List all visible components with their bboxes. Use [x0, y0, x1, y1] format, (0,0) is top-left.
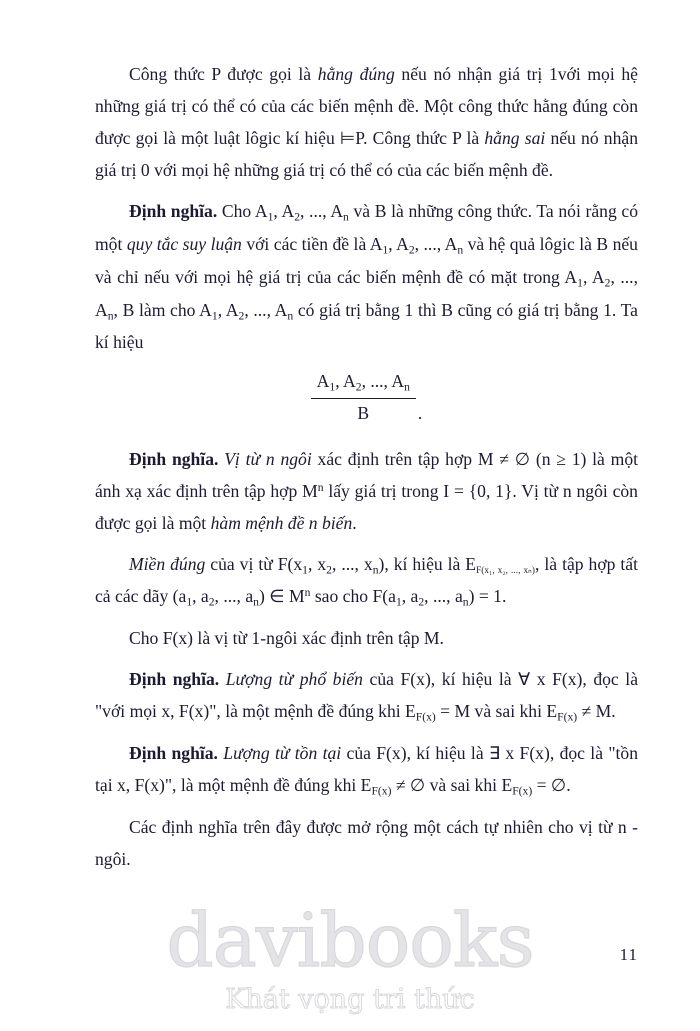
text-run: , A [335, 371, 356, 392]
subscript: 2 [208, 596, 215, 610]
text-run: , x [307, 553, 327, 574]
text-run: và B là những công thức. Ta nói rằng có một [95, 201, 638, 254]
subscript: 1 [329, 381, 336, 395]
paragraph-definition-universal-quantifier [95, 663, 638, 728]
watermark-main-text: davibooks [166, 898, 534, 984]
text-run: ) = 1. [468, 586, 507, 607]
text-run: , ..., A [300, 201, 344, 222]
subscript: 1 [577, 276, 583, 290]
fraction-numerator [311, 368, 416, 398]
text-run: xác định trên tập hợp M ≠ ∅ (n ≥ 1) là một ánh xạ xác định trên tập hợp M [95, 448, 638, 501]
subscript: 2 [326, 563, 332, 577]
text-run: , ..., A [414, 233, 458, 254]
text-run: . [352, 512, 357, 533]
subscript: 2 [418, 596, 425, 610]
subscript: 1 [186, 596, 193, 610]
text-run: nếu nó nhận giá trị 1với mọi hệ những giá trị có thể có của các biến mệnh đề. Một công thức hằng đúng còn được gọi là một luật lôgic kí hiệu ⊨P. Công thức P là [95, 64, 638, 149]
text-run: A [316, 371, 330, 392]
fraction-denominator: B [357, 402, 370, 423]
paragraph-formula-tautology [95, 58, 638, 186]
superscript: n [304, 586, 311, 600]
paragraph-truth-domain [95, 548, 638, 614]
subscript: 1 [211, 309, 218, 323]
text-run: = M và sai khi E [435, 701, 558, 722]
subscript: 1 [382, 243, 389, 257]
text-run: ) ∈ M [258, 586, 305, 607]
text-run: nếu nó nhận giá trị 0 với mọi hệ những giá trị có thể có của các biến mệnh đề. [95, 128, 638, 181]
definition-label: Định nghĩa. [129, 448, 219, 469]
subscript: F(x) [557, 710, 578, 724]
text-run: = ∅. [532, 775, 571, 796]
superscript: n [317, 480, 324, 494]
fraction-period: . [417, 402, 423, 423]
emphasis-mien-dung: Miền đúng [129, 553, 206, 574]
subscript: F(x) [512, 784, 533, 798]
text-run: của F(x), kí hiệu là ∃ x F(x), đọc là "tồn tại x, F(x)", là một mệnh đề đúng khi E [95, 743, 638, 796]
text-run: , A [273, 201, 295, 222]
text-run: , là tập hợp tất cả các dãy (a [95, 553, 638, 607]
subscript: n [343, 210, 349, 224]
page-body [95, 58, 638, 875]
text-run: với các tiền đề là A [241, 233, 383, 254]
text-run: , ..., A [244, 299, 288, 320]
emphasis-vi-tu-n-ngoi: Vị từ n ngôi [218, 448, 312, 469]
emphasis-hang-dung: hằng đúng [317, 64, 395, 84]
text-run: , A [582, 266, 605, 287]
subscript: n [253, 596, 259, 610]
text-run: Cho A [217, 201, 268, 222]
text-run: Công thức P được gọi là [129, 64, 318, 84]
emphasis-luong-tu-ton-tai: Lượng từ tồn tại [217, 743, 342, 764]
text-run: , ..., A [95, 266, 638, 320]
subscript: F(x) [371, 784, 392, 798]
text-run: ≠ ∅ và sai khi E [391, 775, 513, 796]
text-run: , ..., x [331, 553, 373, 574]
definition-label: Định nghĩa. [129, 201, 218, 222]
text-run: sao cho F(a [310, 586, 396, 607]
emphasis-luong-tu-pho-bien: Lượng từ phổ biến [219, 669, 363, 690]
subscript-truth-domain: F(x₁, x₂, ..., xₙ) [476, 564, 536, 575]
subscript: n [457, 243, 464, 257]
text-run: và hệ quả lôgic là B nếu và chỉ nếu với mọi hệ giá trị của các biến mệnh đề có mặt trong A [95, 233, 638, 287]
inference-rule-fraction [95, 368, 638, 428]
emphasis-hang-sai: hằng sai [484, 128, 546, 149]
paragraph-generalization: Các định nghĩa trên đây được mở rộng một cách tự nhiên cho vị từ n - ngôi. [95, 816, 638, 869]
text-run: , ..., a [214, 586, 254, 607]
page-number: 11 [619, 945, 638, 964]
subscript: 2 [294, 210, 301, 224]
paragraph-definition-inference-rule [95, 195, 638, 358]
paragraph-definition-predicate [95, 443, 638, 539]
watermark [0, 898, 700, 1015]
text-run: lấy giá trị trong I = {0, 1}. Vị từ n ngôi còn được gọi là một [95, 480, 638, 533]
subscript: n [404, 381, 410, 395]
text-run: của vị từ F(x [205, 553, 303, 574]
text-run: của F(x), kí hiệu là ∀ x F(x), đọc là "với mọi x, F(x)", là một mệnh đề đúng khi E [95, 669, 639, 722]
text-run: có giá trị bằng 1 thì B cũng có giá trị bằng 1. Ta kí hiệu [95, 299, 638, 353]
paragraph-definition-existential-quantifier [95, 737, 638, 802]
subscript: n [287, 309, 294, 323]
subscript: 2 [238, 309, 245, 323]
text-run: , ..., a [424, 586, 463, 607]
paragraph-unary-predicate: Cho F(x) là vị từ 1-ngôi xác định trên tập M. [129, 628, 444, 649]
text-run: , B làm cho A [113, 299, 212, 320]
subscript: 2 [604, 276, 611, 290]
watermark-sub-text: Khát vọng tri thức [225, 984, 475, 1015]
subscript: 1 [267, 210, 274, 224]
emphasis-quy-tac-suy-luan: quy tắc suy luận [126, 233, 242, 254]
subscript: 1 [395, 596, 402, 610]
definition-label: Định nghĩa. [129, 669, 220, 690]
text-run: ), kí hiệu là E [378, 553, 477, 574]
text-run: ≠ M. [577, 701, 616, 722]
text-run: , A [388, 233, 409, 254]
subscript: 2 [355, 381, 362, 395]
text-run: , a [401, 586, 419, 607]
definition-label: Định nghĩa. [129, 743, 218, 764]
subscript: n [462, 596, 469, 610]
subscript: 2 [408, 243, 415, 257]
emphasis-ham-menh-de-n-bien: hàm mệnh đề n biến [210, 512, 353, 533]
subscript: F(x) [415, 710, 436, 724]
subscript: 1 [302, 563, 308, 577]
text-run: , ..., A [361, 371, 405, 392]
subscript: n [107, 309, 114, 323]
subscript: n [372, 563, 379, 577]
text-run: , A [217, 299, 239, 320]
text-run: , a [192, 586, 209, 607]
